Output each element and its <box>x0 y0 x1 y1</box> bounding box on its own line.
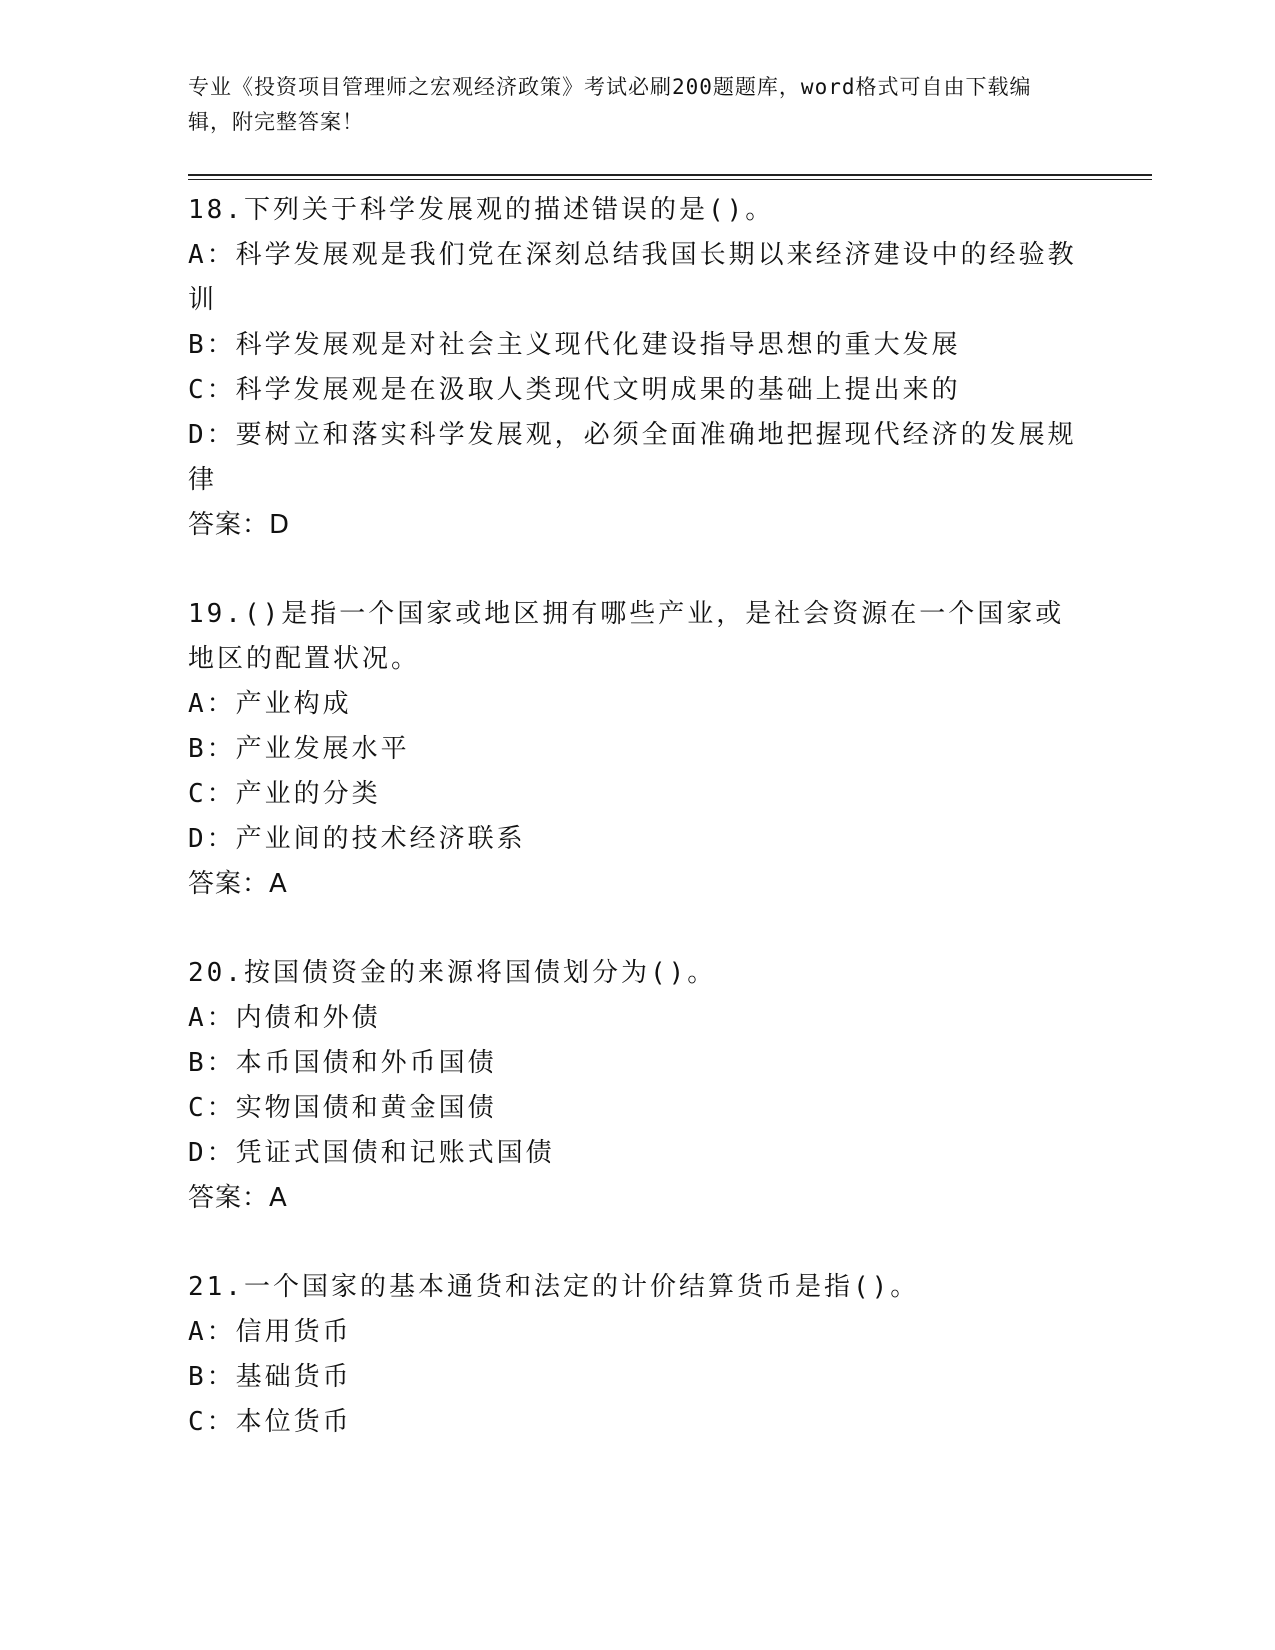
answer-value: A <box>269 869 288 899</box>
question-stem: 18.下列关于科学发展观的描述错误的是()。 <box>188 195 775 225</box>
answer-label: 答案： <box>188 1183 270 1213</box>
option-a: A：产业构成 <box>188 689 352 719</box>
question-20 <box>188 951 1152 1221</box>
answer-value: A <box>269 1183 288 1213</box>
question-18 <box>188 188 1152 548</box>
option-c: C：科学发展观是在汲取人类现代文明成果的基础上提出来的 <box>188 375 961 405</box>
option-a: A：科学发展观是我们党在深刻总结我国长期以来经济建设中的经验教训 <box>188 240 1077 315</box>
option-c: C：本位货币 <box>188 1407 352 1437</box>
option-b: B：基础货币 <box>188 1362 352 1392</box>
question-stem: 21.一个国家的基本通货和法定的计价结算货币是指()。 <box>188 1272 920 1302</box>
answer-value: D <box>269 510 291 540</box>
answer-line <box>188 1176 1152 1221</box>
question-stem: 20.按国债资金的来源将国债划分为()。 <box>188 958 717 988</box>
option-c: C：产业的分类 <box>188 779 381 809</box>
option-b: B：本币国债和外币国债 <box>188 1048 497 1078</box>
option-d: D：产业间的技术经济联系 <box>188 824 526 854</box>
option-d: D：要树立和落实科学发展观，必须全面准确地把握现代经济的发展规律 <box>188 420 1077 495</box>
question-19 <box>188 592 1152 907</box>
answer-line <box>188 862 1152 907</box>
double-divider <box>188 174 1152 180</box>
answer-label: 答案： <box>188 869 270 899</box>
document-intro: 专业《投资项目管理师之宏观经济政策》考试必刷200题题库，word格式可自由下载编辑，附完整答案！ <box>188 75 1032 134</box>
document-page <box>188 70 1152 1489</box>
answer-line <box>188 503 1152 548</box>
question-list <box>188 188 1152 1445</box>
answer-label: 答案： <box>188 510 270 540</box>
option-a: A：信用货币 <box>188 1317 352 1347</box>
question-21 <box>188 1265 1152 1445</box>
option-a: A：内债和外债 <box>188 1003 381 1033</box>
option-b: B：产业发展水平 <box>188 734 410 764</box>
option-d: D：凭证式国债和记账式国债 <box>188 1138 555 1168</box>
option-c: C：实物国债和黄金国债 <box>188 1093 497 1123</box>
question-stem: 19.()是指一个国家或地区拥有哪些产业，是社会资源在一个国家或地区的配置状况。 <box>188 599 1065 674</box>
option-b: B：科学发展观是对社会主义现代化建设指导思想的重大发展 <box>188 330 961 360</box>
